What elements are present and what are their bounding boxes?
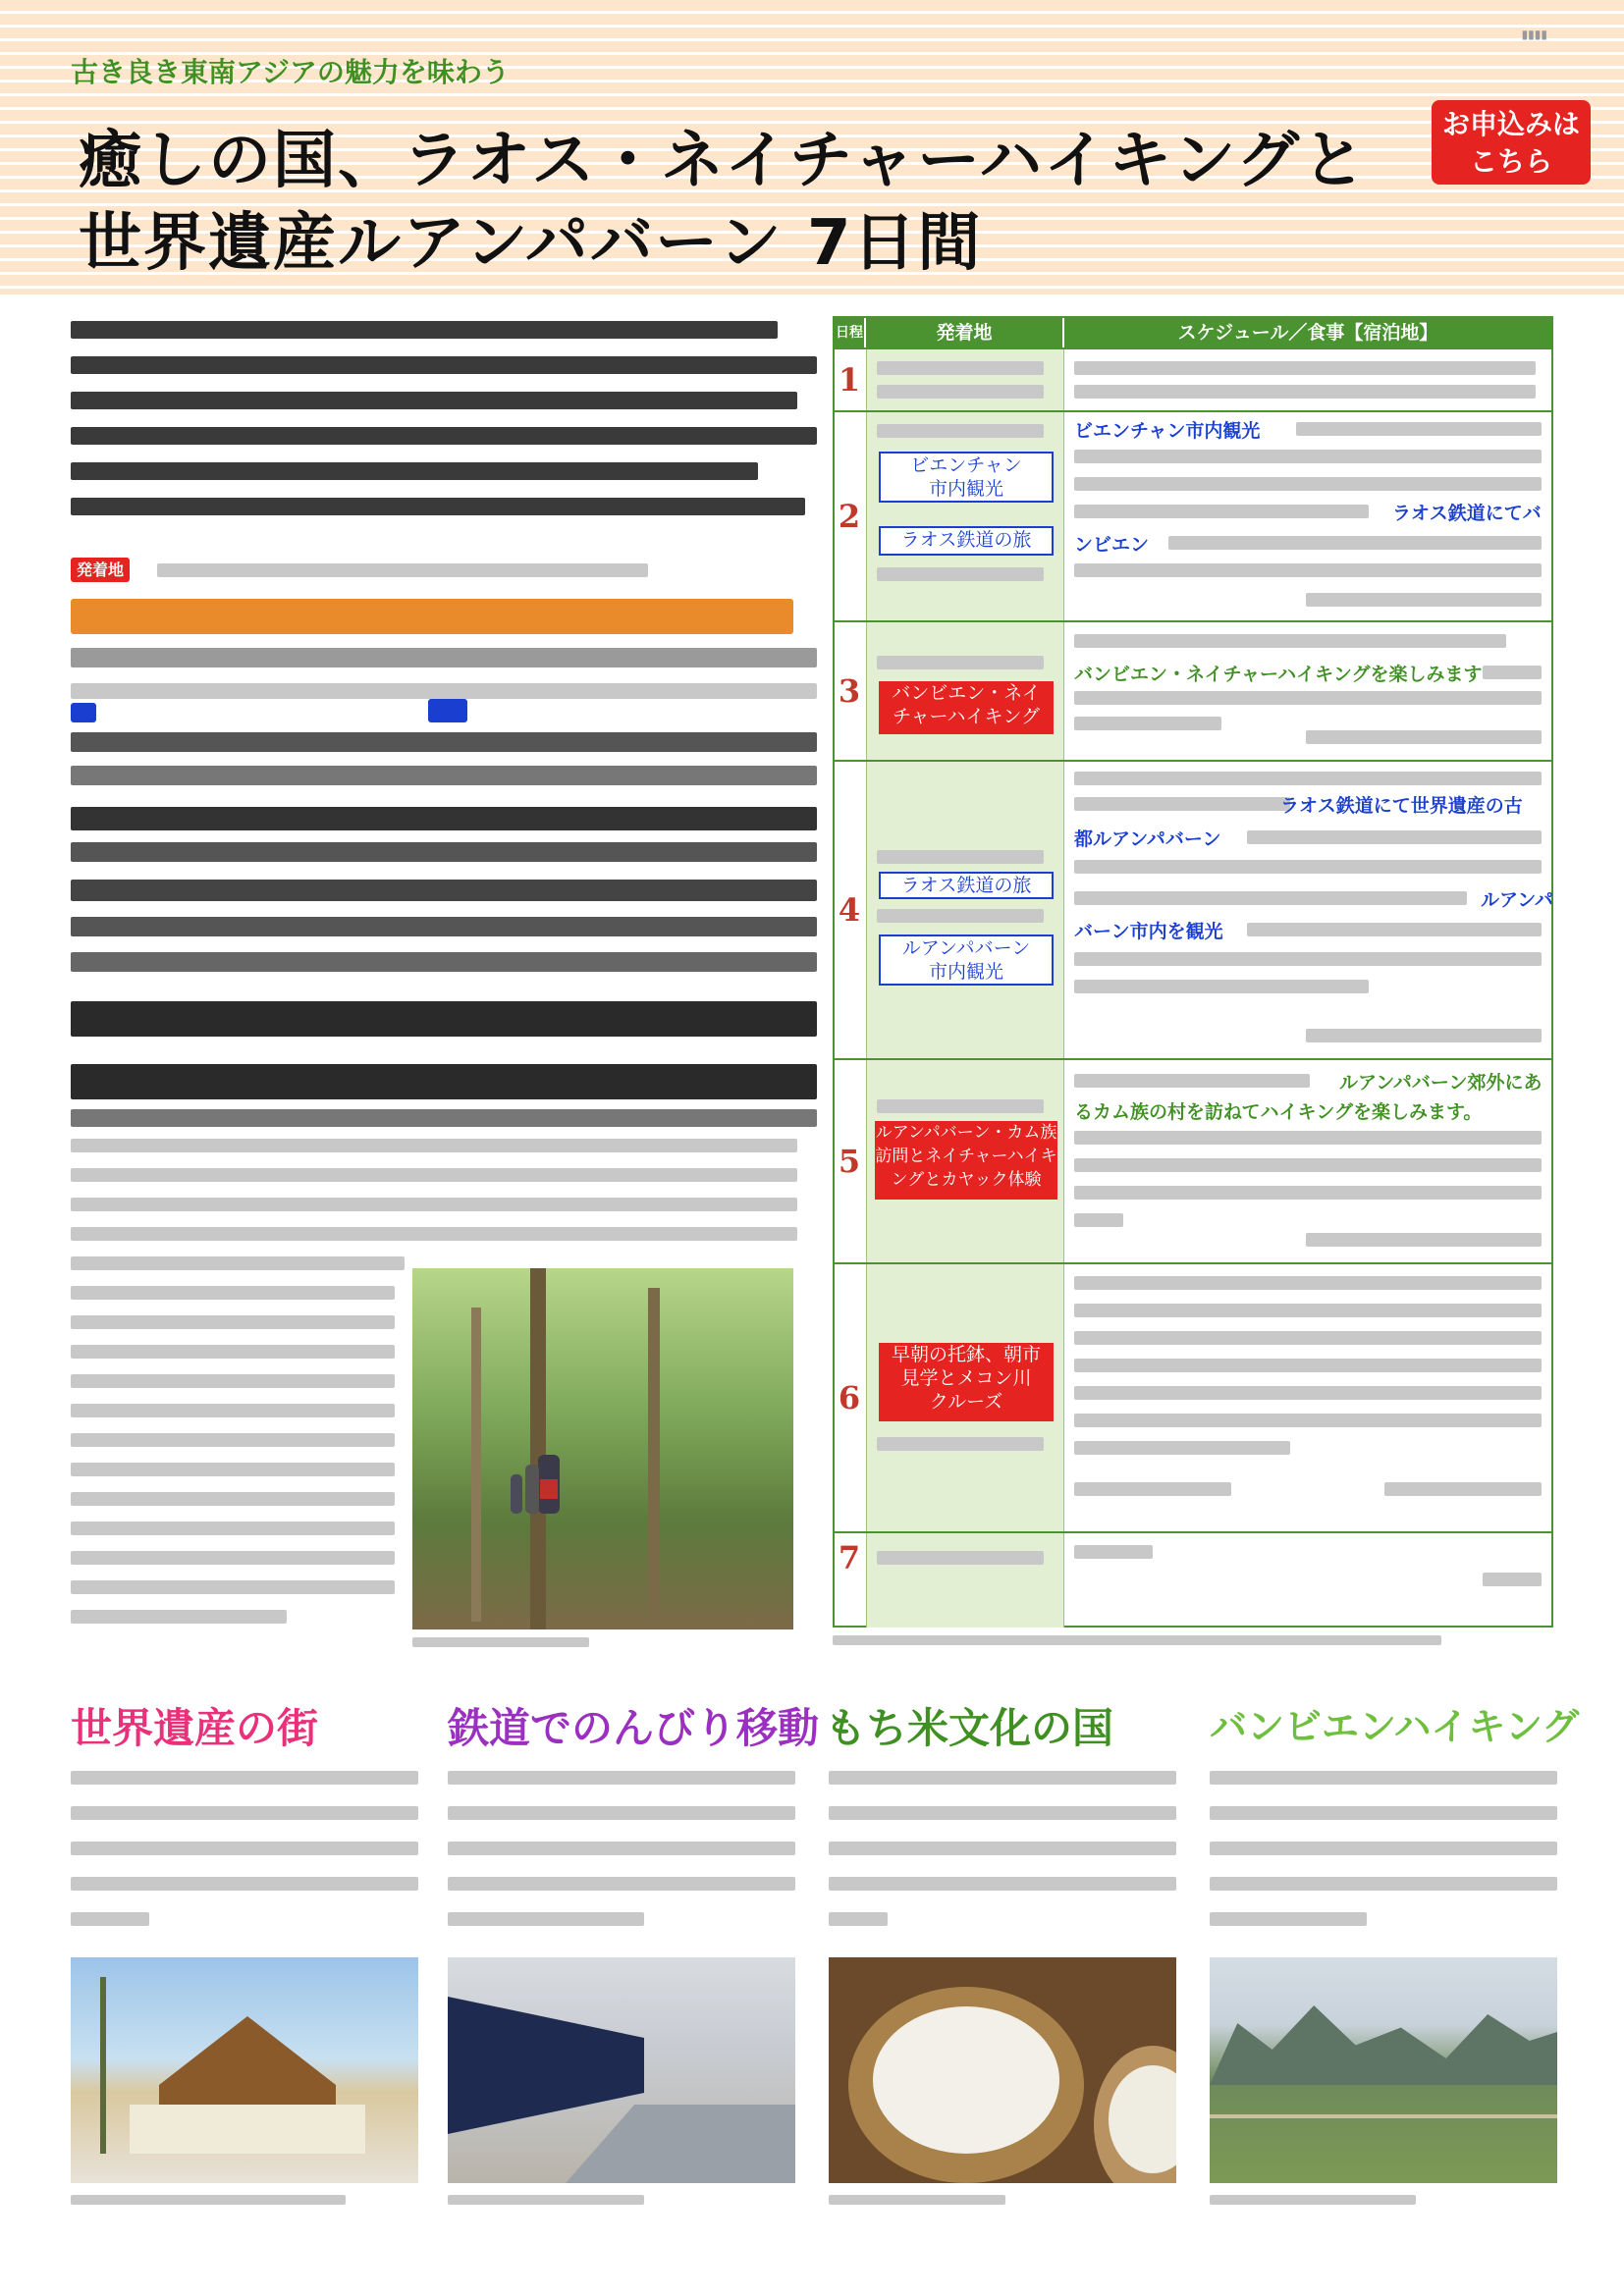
shopping-badge	[71, 703, 96, 722]
day-number: 1	[838, 361, 861, 399]
day-row-1	[835, 347, 1551, 410]
feature-title-vangvieng: バンビエンハイキング	[1210, 1704, 1580, 1748]
day-number: 2	[838, 498, 861, 535]
day-row-5	[835, 1058, 1551, 1262]
day-number: 4	[838, 891, 861, 929]
departure-label: 発着地	[71, 558, 130, 582]
tag-alms-market-mekong: 早朝の托鉢、朝市 見学とメコン川 クルーズ	[879, 1343, 1054, 1421]
schedule-table	[833, 316, 1553, 1628]
feature-title-sticky-rice: もち米文化の国	[825, 1704, 1114, 1752]
departure-cell	[866, 412, 1064, 620]
temple-photo	[71, 1957, 418, 2183]
day-row-7	[835, 1531, 1551, 1628]
highlight-text: バンビエン・ネイチャーハイキングを楽しみます	[1074, 664, 1483, 685]
page-number: ▮▮▮▮	[1521, 27, 1547, 41]
highlight-text: ルアンパ	[1481, 889, 1553, 911]
kicker-text: 古き良き東南アジアの魅力を味わう	[71, 56, 510, 88]
rating-strip	[71, 599, 793, 634]
departure-cell	[866, 622, 1064, 760]
day-number: 6	[838, 1379, 861, 1416]
highlight-text: バーン市内を観光	[1074, 921, 1223, 942]
departure-cell	[866, 762, 1064, 1058]
day-number: 3	[838, 672, 861, 710]
header-schedule: スケジュール／食事【宿泊地】	[1064, 318, 1551, 347]
day-row-4	[835, 760, 1551, 1058]
highlight-text: ラオス鉄道にてバ	[1392, 503, 1542, 524]
tag-kamu-village-hiking: ルアンパバーン・カム族 訪問とネイチャーハイキ ングとカヤック体験	[875, 1121, 1057, 1200]
extra-badge	[428, 699, 467, 722]
feature-title-railway: 鉄道でのんびり移動	[448, 1704, 820, 1752]
highlight-text: ンビエン	[1074, 534, 1150, 556]
tag-laos-railway: ラオス鉄道の旅	[879, 526, 1054, 556]
tag-vangvieng-hiking: バンビエン・ネイ チャーハイキング	[879, 681, 1054, 734]
tag-luangprabang-tour: ルアンパバーン 市内観光	[879, 934, 1054, 986]
departure-cell	[866, 1533, 1064, 1628]
departure-cell	[866, 1060, 1064, 1262]
departure-cell	[866, 1264, 1064, 1531]
header-departure: 発着地	[866, 318, 1062, 347]
hiking-photo	[412, 1268, 793, 1629]
day-number: 5	[838, 1143, 861, 1180]
header-day: 日程	[835, 318, 864, 347]
train-photo	[448, 1957, 795, 2183]
departure-row	[71, 558, 130, 580]
tag-laos-railway: ラオス鉄道の旅	[879, 872, 1054, 899]
highlight-text: 都ルアンパバーン	[1074, 828, 1221, 850]
page-title-line1: 癒しの国、ラオス・ネイチャーハイキングと	[79, 125, 1368, 197]
apply-button[interactable]: お申込みは こちら	[1432, 100, 1591, 185]
day-row-2	[835, 410, 1551, 620]
day-row-3	[835, 620, 1551, 760]
tag-vientiane-tour: ビエンチャン 市内観光	[879, 452, 1054, 503]
day-row-6	[835, 1262, 1551, 1531]
highlight-text: ラオス鉄道にて世界遺産の古	[1280, 795, 1523, 817]
day-number: 7	[838, 1539, 861, 1576]
highlight-text: ビエンチャン市内観光	[1074, 420, 1261, 442]
highlight-text: ルアンパバーン郊外にあ	[1339, 1072, 1543, 1094]
vangvieng-photo	[1210, 1957, 1557, 2183]
page-title-line2: 世界遺産ルアンパバーン 7日間	[79, 207, 983, 280]
feature-title-world-heritage: 世界遺産の街	[71, 1704, 319, 1752]
highlight-text: るカム族の村を訪ねてハイキングを楽しみます。	[1074, 1101, 1483, 1123]
departure-cell	[866, 349, 1064, 410]
sticky-rice-photo	[829, 1957, 1176, 2183]
